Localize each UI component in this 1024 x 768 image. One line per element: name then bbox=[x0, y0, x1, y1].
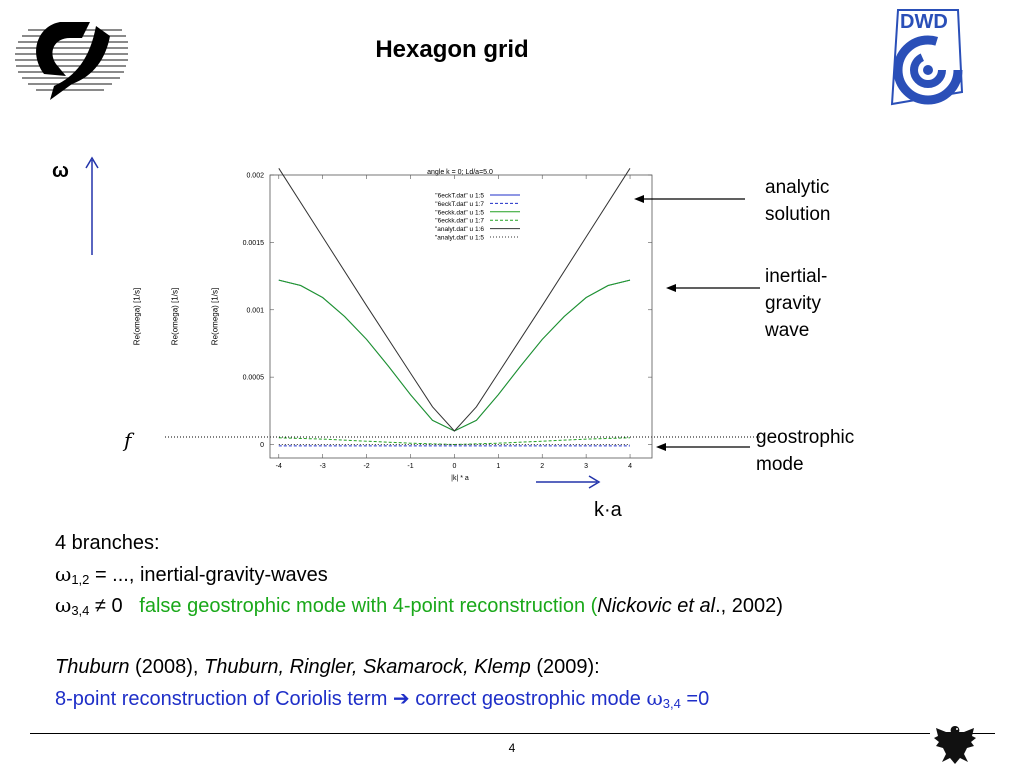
subscript: 1,2 bbox=[71, 572, 90, 587]
x-tick-label: 3 bbox=[584, 463, 589, 470]
x-tick-label: 4 bbox=[628, 463, 632, 470]
annotation-geostrophic-line1: geostrophic bbox=[756, 427, 855, 448]
footer-rule bbox=[30, 733, 930, 734]
f-label: f bbox=[124, 428, 132, 452]
ref-authors-2: Thuburn, Ringler, Skamarock, Klemp bbox=[203, 656, 531, 678]
ka-label: k·a bbox=[594, 499, 622, 521]
omega-axis-label: ω bbox=[52, 160, 69, 182]
dwd-logo-text: DWD bbox=[900, 11, 948, 33]
conclusion-text-2: correct geostrophic mode bbox=[409, 688, 647, 710]
series-line-3 bbox=[279, 438, 630, 445]
federal-eagle-icon bbox=[930, 722, 980, 766]
y-tick-label: 0.002 bbox=[246, 172, 264, 180]
annotation-analytic bbox=[765, 174, 831, 228]
annotation-geostrophic-line2: mode bbox=[756, 454, 804, 475]
legend-label: "6eckk.dat" u 1:7 bbox=[435, 217, 484, 225]
annotation-arrow-geostrophic bbox=[656, 443, 750, 451]
annotation-inertial-line3: wave bbox=[765, 320, 810, 341]
ref-year-1: (2008), bbox=[129, 656, 204, 678]
y-tick-label: 0.0015 bbox=[242, 239, 264, 247]
x-tick-label: -1 bbox=[407, 463, 414, 470]
legend-label: "6eckT.dat" u 1:7 bbox=[435, 200, 484, 208]
conclusion-line bbox=[55, 683, 709, 714]
ref-year-2: (2009): bbox=[530, 656, 600, 678]
x-tick-label: -3 bbox=[319, 463, 326, 470]
legend-label: "analyt.dat" u 1:6 bbox=[434, 226, 484, 234]
ylabel-3: Re(omega) [1/s] bbox=[210, 287, 220, 346]
omega-symbol: ω bbox=[55, 562, 72, 586]
series-line-2 bbox=[279, 280, 630, 431]
x-tick-label: 0 bbox=[452, 463, 457, 470]
page-number: 4 bbox=[508, 741, 516, 755]
x-tick-label: -2 bbox=[363, 463, 370, 470]
ref-author-1: Thuburn bbox=[55, 656, 130, 678]
omega-symbol: ω bbox=[646, 686, 663, 710]
chart-title: angle k = 0; Ld/a=5.0 bbox=[427, 169, 493, 176]
legend-label: "6eckT.dat" u 1:5 bbox=[435, 192, 484, 200]
annotation-arrow-analytic bbox=[634, 195, 745, 203]
ka-right-arrow bbox=[536, 476, 599, 488]
chart-xlabel: |k| * a bbox=[451, 475, 469, 482]
series-line-0 bbox=[279, 280, 630, 431]
conclusion-tail: =0 bbox=[680, 688, 710, 710]
x-tick-label: 1 bbox=[496, 463, 501, 470]
annotation-inertial bbox=[765, 263, 827, 344]
subscript: 3,4 bbox=[662, 696, 681, 711]
branch-1-text: = ..., inertial-gravity-waves bbox=[89, 564, 328, 586]
citation-authors: Nickovic et al bbox=[597, 595, 716, 617]
y-tick-label: 0.0005 bbox=[242, 374, 264, 382]
right-arrow-icon: ➔ bbox=[392, 688, 410, 710]
annotation-analytic-line1: analytic bbox=[765, 177, 830, 198]
legend-label: "analyt.dat" u 1:5 bbox=[434, 234, 484, 242]
slide-title: Hexagon grid bbox=[375, 36, 529, 63]
branch-line-1 bbox=[55, 559, 328, 590]
y-tick-label: 0 bbox=[260, 442, 264, 450]
ylabel-2: Re(omega) [1/s] bbox=[170, 287, 180, 346]
false-mode-text: false geostrophic mode with 4-point reconstruction ( bbox=[139, 595, 598, 617]
x-tick-label: 2 bbox=[540, 463, 545, 470]
annotation-geostrophic bbox=[756, 424, 854, 478]
branches-heading: 4 branches: bbox=[55, 532, 160, 554]
reference-line bbox=[55, 652, 600, 682]
annotation-inertial-line2: gravity bbox=[765, 293, 821, 314]
conclusion-text: 8-point reconstruction of Coriolis term bbox=[55, 688, 393, 710]
annotation-inertial-line1: inertial- bbox=[765, 266, 828, 287]
ylabel-1: Re(omega) [1/s] bbox=[132, 287, 142, 346]
annotation-arrow-inertial bbox=[666, 284, 760, 292]
y-tick-label: 0.001 bbox=[246, 307, 264, 315]
subscript: 3,4 bbox=[71, 603, 90, 618]
annotation-analytic-line2: solution bbox=[765, 204, 831, 225]
neq-text: ≠ 0 bbox=[89, 595, 140, 617]
branch-line-2 bbox=[55, 590, 783, 621]
legend-label: "6eckk.dat" u 1:5 bbox=[435, 209, 484, 217]
omega-symbol: ω bbox=[55, 593, 72, 617]
citation-year: ., 2002) bbox=[715, 595, 783, 617]
x-tick-label: -4 bbox=[275, 463, 282, 470]
